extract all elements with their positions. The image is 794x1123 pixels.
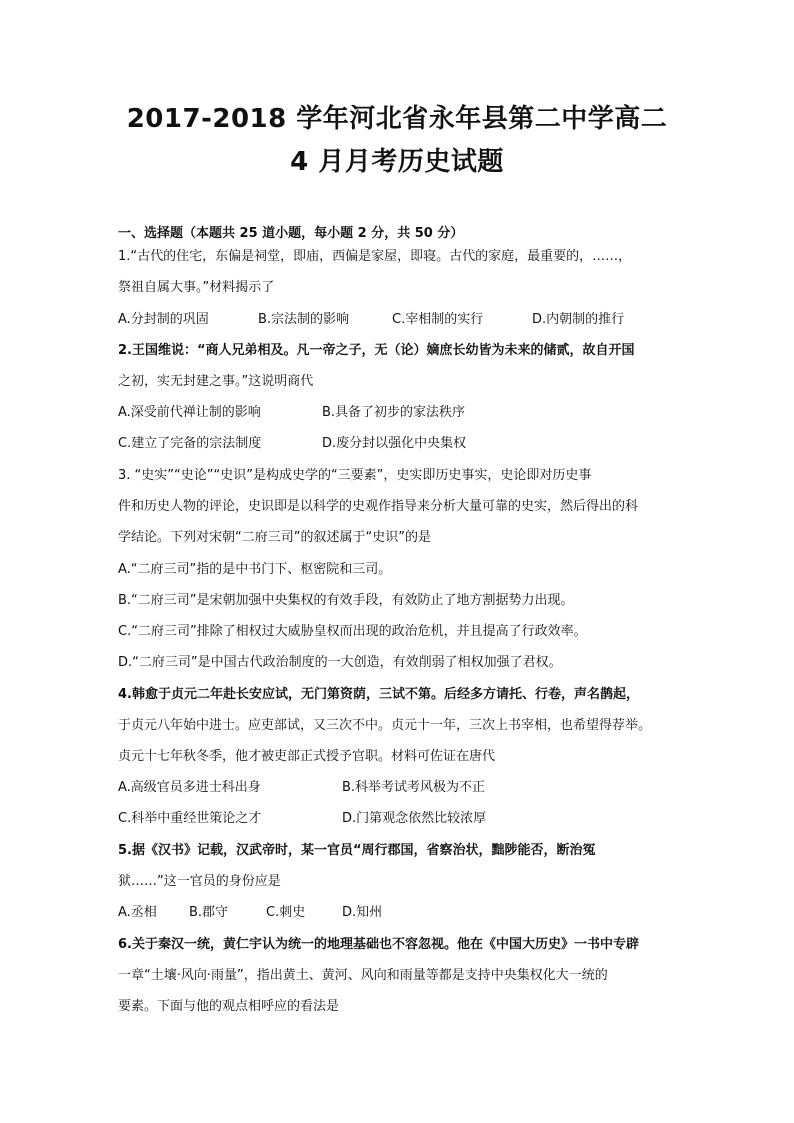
q1-option-b: B.宗法制的影响 <box>258 312 350 327</box>
q1-option-c: C.宰相制的实行 <box>392 312 484 327</box>
q5-stem-line2: 狱……”这一官员的身份应是 <box>118 874 281 889</box>
q5-option-a: A.丞相 <box>118 905 157 920</box>
q4-stem-line3: 贞元十七年秋冬季，他才被吏部正式授予官职。材料可佐证在唐代 <box>118 749 496 764</box>
q5-option-c: C.刺史 <box>266 905 306 920</box>
q3-stem-line2: 件和历史人物的评论，史识即是以科学的史观作指导来分析大量可靠的史实，然后得出的科 <box>118 499 639 514</box>
q2-option-c: C.建立了完备的宗法制度 <box>118 436 262 451</box>
exam-title-line2: 4 月月考历史试题 <box>290 147 504 177</box>
q5-option-d: D.知州 <box>342 905 383 920</box>
q6-stem-line1: 6.关于秦汉一统，黄仁宇认为统一的地理基础也不容忽视。他在《中国大历史》一书中专辟 <box>118 937 639 952</box>
section-header: 一、选择题（本题共 25 道小题，每小题 2 分，共 50 分） <box>118 226 464 241</box>
q1-stem-line2: 祭祖自属大事。”材料揭示了 <box>118 280 275 295</box>
q4-option-a: A.高级官员多进士科出身 <box>118 780 261 795</box>
q1-stem-line1: 1.“古代的住宅，东偏是祠堂，即庙，西偏是家屋，即寝。古代的家庭，最重要的，……， <box>118 249 632 264</box>
q3-option-c: C.“二府三司”排除了相权过大威胁皇权而出现的政治危机，并且提高了行政效率。 <box>118 624 587 639</box>
q5-option-b: B.郡守 <box>189 905 229 920</box>
q6-stem-line3: 要素。下面与他的观点相呼应的看法是 <box>118 999 340 1014</box>
q2-option-d: D.废分封以强化中央集权 <box>322 436 467 451</box>
q4-stem-line2: 于贞元八年始中进士。应吏部试，又三次不中。贞元十一年，三次上书宰相，也希望得荐举。 <box>118 718 652 733</box>
q3-option-d: D.“二府三司”是中国古代政治制度的一大创造，有效削弱了相权加强了君权。 <box>118 655 562 670</box>
exam-title-line1: 2017-2018 学年河北省永年县第二中学高二 <box>126 104 668 134</box>
q1-option-d: D.内朝制的推行 <box>532 312 625 327</box>
q3-option-a: A.“二府三司”指的是中书门下、枢密院和三司。 <box>118 562 392 577</box>
q3-stem-line1: 3. “史实”“史论”“史识”是构成史学的“三要素”，史实即历史事实，史论即对历史事 <box>118 468 592 483</box>
q2-stem-line2: 之初，实无封建之事。”这说明商代 <box>118 374 314 389</box>
q4-stem-line1: 4.韩愈于贞元二年赴长安应试，无门第资荫，三试不第。后经多方请托、行卷，声名鹊起， <box>118 687 639 702</box>
q2-stem-line1: 2.王国维说：“商人兄弟相及。凡一帝之子，无（论）嫡庶长幼皆为未来的储贰，故自开国 <box>118 343 635 358</box>
q2-option-a: A.深受前代禅让制的影响 <box>118 405 261 420</box>
q3-stem-line3: 学结论。下列对宋朝“二府三司”的叙述属于“史识”的是 <box>118 530 431 545</box>
q2-option-b: B.具备了初步的家法秩序 <box>322 405 466 420</box>
q3-option-b: B.“二府三司”是宋朝加强中央集权的有效手段，有效防止了地方割据势力出现。 <box>118 593 574 608</box>
q4-option-b: B.科举考试考风极为不正 <box>342 780 486 795</box>
q6-stem-line2: 一章“土壤·风向·雨量”，指出黄土、黄河、风向和雨量等都是支持中央集权化大一统的 <box>118 968 608 983</box>
q4-option-c: C.科举中重经世策论之才 <box>118 811 262 826</box>
q1-option-a: A.分封制的巩固 <box>118 312 209 327</box>
q4-option-d: D.门第观念依然比较浓厚 <box>342 811 487 826</box>
q5-stem-line1: 5.据《汉书》记载，汉武帝时，某一官员“周行郡国，省察治状，黜陟能否，断治冤 <box>118 843 596 858</box>
